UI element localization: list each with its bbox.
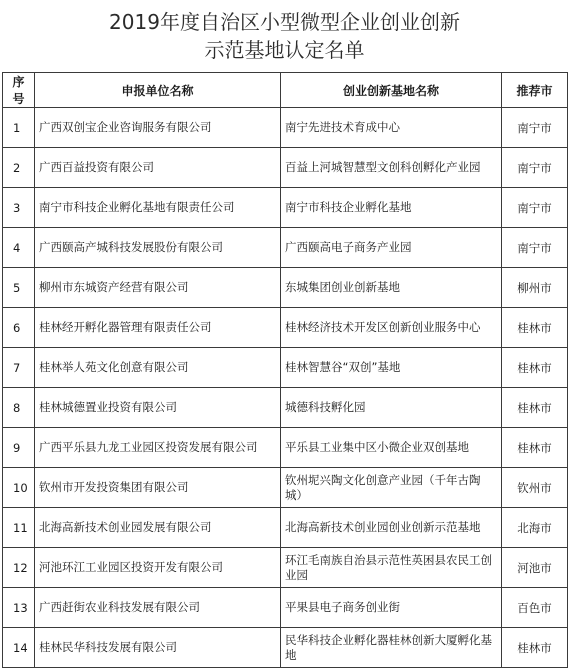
row-applicant-cell: 南宁市科技企业孵化基地有限责任公司 [35, 188, 281, 228]
row-base-cell: 钦州坭兴陶文化创意产业园（千年古陶城） [281, 468, 502, 508]
row-city-cell: 柳州市 [502, 268, 568, 308]
row-base-cell: 南宁市科技企业孵化基地 [281, 188, 502, 228]
row-applicant-cell: 桂林城德置业投资有限公司 [35, 388, 281, 428]
row-base-cell: 东城集团创业创新基地 [281, 268, 502, 308]
table-row [3, 628, 568, 668]
recognition-table [2, 72, 568, 668]
row-city-cell: 南宁市 [502, 188, 568, 228]
table-row [3, 508, 568, 548]
table-row [3, 548, 568, 588]
row-index-cell: 9 [3, 428, 35, 468]
row-base-cell: 广西颐高电子商务产业园 [281, 228, 502, 268]
table-row [3, 308, 568, 348]
row-city-cell: 百色市 [502, 588, 568, 628]
table-row [3, 468, 568, 508]
table-row [3, 268, 568, 308]
table-row [3, 148, 568, 188]
row-applicant-cell: 广西颐高产城科技发展股份有限公司 [35, 228, 281, 268]
header-applicant: 申报单位名称 [35, 73, 281, 108]
row-city-cell: 桂林市 [502, 628, 568, 668]
row-base-cell: 平果县电子商务创业街 [281, 588, 502, 628]
table-row [3, 108, 568, 148]
row-base-cell: 环江毛南族自治县示范性英困县农民工创业园 [281, 548, 502, 588]
table-row [3, 388, 568, 428]
row-city-cell: 桂林市 [502, 428, 568, 468]
row-base-cell: 桂林经济技术开发区创新创业服务中心 [281, 308, 502, 348]
table-row [3, 588, 568, 628]
row-index-cell: 12 [3, 548, 35, 588]
table-row [3, 228, 568, 268]
row-index-cell: 3 [3, 188, 35, 228]
row-index-cell: 6 [3, 308, 35, 348]
row-index-cell: 13 [3, 588, 35, 628]
row-applicant-cell: 桂林民华科技发展有限公司 [35, 628, 281, 668]
row-applicant-cell: 广西双创宝企业咨询服务有限公司 [35, 108, 281, 148]
row-index-cell: 14 [3, 628, 35, 668]
row-city-cell: 南宁市 [502, 148, 568, 188]
row-applicant-cell: 河池环江工业园区投资开发有限公司 [35, 548, 281, 588]
row-city-cell: 北海市 [502, 508, 568, 548]
table-row [3, 428, 568, 468]
header-base: 创业创新基地名称 [281, 73, 502, 108]
row-base-cell: 南宁先进技术育成中心 [281, 108, 502, 148]
row-base-cell: 城德科技孵化园 [281, 388, 502, 428]
row-index-cell: 1 [3, 108, 35, 148]
row-applicant-cell: 广西赶街农业科技发展有限公司 [35, 588, 281, 628]
row-index-cell: 5 [3, 268, 35, 308]
header-city: 推荐市 [502, 73, 568, 108]
row-base-cell: 平乐县工业集中区小微企业双创基地 [281, 428, 502, 468]
row-index-cell: 4 [3, 228, 35, 268]
row-index-cell: 8 [3, 388, 35, 428]
row-base-cell: 桂林智慧谷“双创”基地 [281, 348, 502, 388]
row-applicant-cell: 北海高新技术创业园发展有限公司 [35, 508, 281, 548]
table-body [3, 108, 568, 668]
table-row [3, 188, 568, 228]
header-index: 序号 [3, 73, 35, 108]
row-index-cell: 11 [3, 508, 35, 548]
row-applicant-cell: 桂林经开孵化器管理有限责任公司 [35, 308, 281, 348]
row-applicant-cell: 钦州市开发投资集团有限公司 [35, 468, 281, 508]
row-index-cell: 10 [3, 468, 35, 508]
row-index-cell: 7 [3, 348, 35, 388]
row-city-cell: 钦州市 [502, 468, 568, 508]
row-applicant-cell: 广西平乐县九龙工业园区投资发展有限公司 [35, 428, 281, 468]
row-base-cell: 百益上河城智慧型文创科创孵化产业园 [281, 148, 502, 188]
title-line-1: 2019年度自治区小型微型企业创业创新 [109, 10, 460, 34]
row-base-cell: 民华科技企业孵化器桂林创新大厦孵化基地 [281, 628, 502, 668]
row-applicant-cell: 柳州市东城资产经营有限公司 [35, 268, 281, 308]
table-row [3, 348, 568, 388]
title-line-2: 示范基地认定名单 [204, 38, 365, 62]
row-city-cell: 桂林市 [502, 388, 568, 428]
row-city-cell: 河池市 [502, 548, 568, 588]
row-applicant-cell: 广西百益投资有限公司 [35, 148, 281, 188]
table-header-row [3, 73, 568, 108]
row-city-cell: 桂林市 [502, 348, 568, 388]
row-city-cell: 南宁市 [502, 228, 568, 268]
row-index-cell: 2 [3, 148, 35, 188]
row-city-cell: 南宁市 [502, 108, 568, 148]
row-city-cell: 桂林市 [502, 308, 568, 348]
row-base-cell: 北海高新技术创业园创业创新示范基地 [281, 508, 502, 548]
document-title [0, 8, 569, 64]
row-applicant-cell: 桂林举人苑文化创意有限公司 [35, 348, 281, 388]
